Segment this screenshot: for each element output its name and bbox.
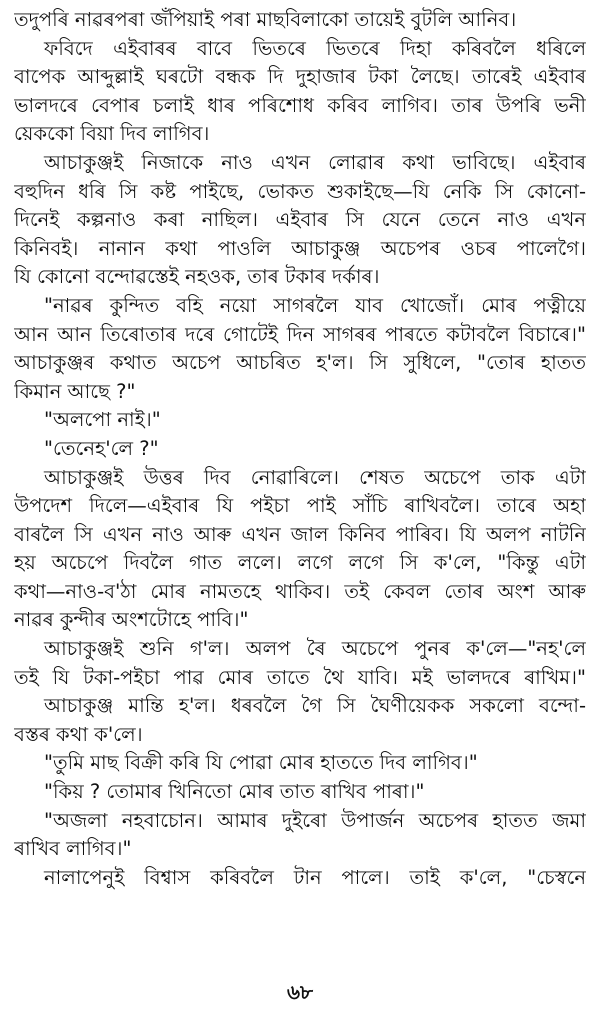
text-line: তদুপৰি নাৱৰপৰা জঁপিয়াই পৰা মাছবিলাকো তায়েই বুটলি আনিব। [14,8,517,31]
body-text [14,6,586,892]
text-line: কিমান আছে ?" [14,379,136,403]
text-line: ৰাখিব লাগিব।" [14,837,132,861]
text-line: "অলপো নাই।" [44,408,161,432]
page-number: ৬৮ [287,980,313,1004]
text-line: যি কোনো বন্দোৱস্তেই নহওক, তাৰ টকাৰ দৰ্কাৰ। [14,265,380,289]
text-line: য়েককো বিয়া দিব লাগিব। [14,122,210,146]
text-line: নাৱৰ কুন্দীৰ অংশটোহে পাবি।" [14,608,249,632]
text-line: আচাকুঞ্জই উত্তৰ দিব নোৱাৰিলে। শেষত অচেপে তাক এটা [44,465,586,489]
text-line: আচাকুঞ্জৰ কথাত অচেপ আচৰিত হ'ল। সি সুধিলে, "তোৰ হাতত [14,351,586,375]
text-line: "নাৱৰ কুন্দিত বহি নয়ো সাগৰলৈ যাব খোজোঁ। মোৰ পত্নীয়ে [44,293,586,317]
text-line: "তেনেহ'লে ?" [44,436,159,460]
text-line: বাৰলৈ সি এখন নাও আৰু এখন জাল কিনিব পাৰিব। যি অলপ নাটনি [14,522,586,546]
text-line: আচাকুঞ্জই নিজাকে নাও এখন লোৱাৰ কথা ভাবিছে। এইবাৰ [44,150,586,174]
text-line: হয় অচেপে দিবলৈ গাত ললে। লগে লগে সি ক'লে, "কিন্তু এটা [14,551,586,575]
text-line: বহুদিন ধৰি সি কষ্ট পাইছে, ভোকত শুকাইছে—যি নেকি সি কোনো- [14,179,586,203]
text-line: দিনেই কল্পনাও কৰা নাছিল। এইবাৰ সি যেনে তেনে নাও এখন [14,208,586,232]
text-line: "তুমি মাছ বিক্ৰী কৰি যি পোৱা মোৰ হাততে দিব লাগিব।" [44,751,478,775]
text-line: "অজলা নহবাচোন। আমাৰ দুইৰো উপাৰ্জন অচেপৰ হাতত জমা [44,808,586,832]
text-line: নালাপেনুই বিশ্বাস কৰিবলৈ টান পালে। তাই ক'লে, "চেস্বনে [44,865,586,889]
text-line: উপদেশ দিলে—এইবাৰ যি পইচা পাই সাঁচি ৰাখিবলৈ। তাৰে অহা [14,494,586,518]
text-line: বস্তৰ কথা ক'লে। [14,722,143,746]
text-line: কথা—নাও-ব'ঠা মোৰ নামতহে থাকিব। তই কেবল তোৰ অংশ আৰু [14,579,586,603]
text-line: "কিয় ? তোমাৰ খিনিতো মোৰ তাত ৰাখিব পাৰা।" [44,780,425,804]
text-line: বাপেক আব্দুল্লাই ঘৰটো বন্ধক দি দুহাজাৰ টকা লৈছে। তাৰেই এইবাৰ [14,65,586,89]
text-line: আচাকুঞ্জ মান্তি হ'ল। ধৰবলৈ গৈ সি ঘৈণীয়েকক সকলো বন্দো- [44,694,586,718]
text-line: আন আন তিৰোতাৰ দৰে গোটেই দিন সাগৰৰ পাৰতে কটাবলৈ বিচাৰে।" [14,322,586,346]
text-line: তই যি টকা-পইচা পাৱ মোৰ তাতে থৈ যাবি। মই ভালদৰে ৰাখিম।" [14,665,586,689]
text-line: আচাকুঞ্জই শুনি গ'ল। অলপ ৰৈ অচেপে পুনৰ ক'লে—"নহ'লে [44,637,586,661]
text-line: ফবিদে এইবাৰৰ বাবে ভিতৰে ভিতৰে দিহা কৰিবলৈ ধৰিলে [44,36,586,60]
text-line: ভালদৰে বেপাৰ চলাই ধাৰ পৰিশোধ কৰিব লাগিব। তাৰ উপৰি ভনী [14,93,586,117]
text-line: কিনিবই। নানান কথা পাওলি আচাকুঞ্জ অচেপৰ ওচৰ পালেগৈ। [14,236,586,260]
